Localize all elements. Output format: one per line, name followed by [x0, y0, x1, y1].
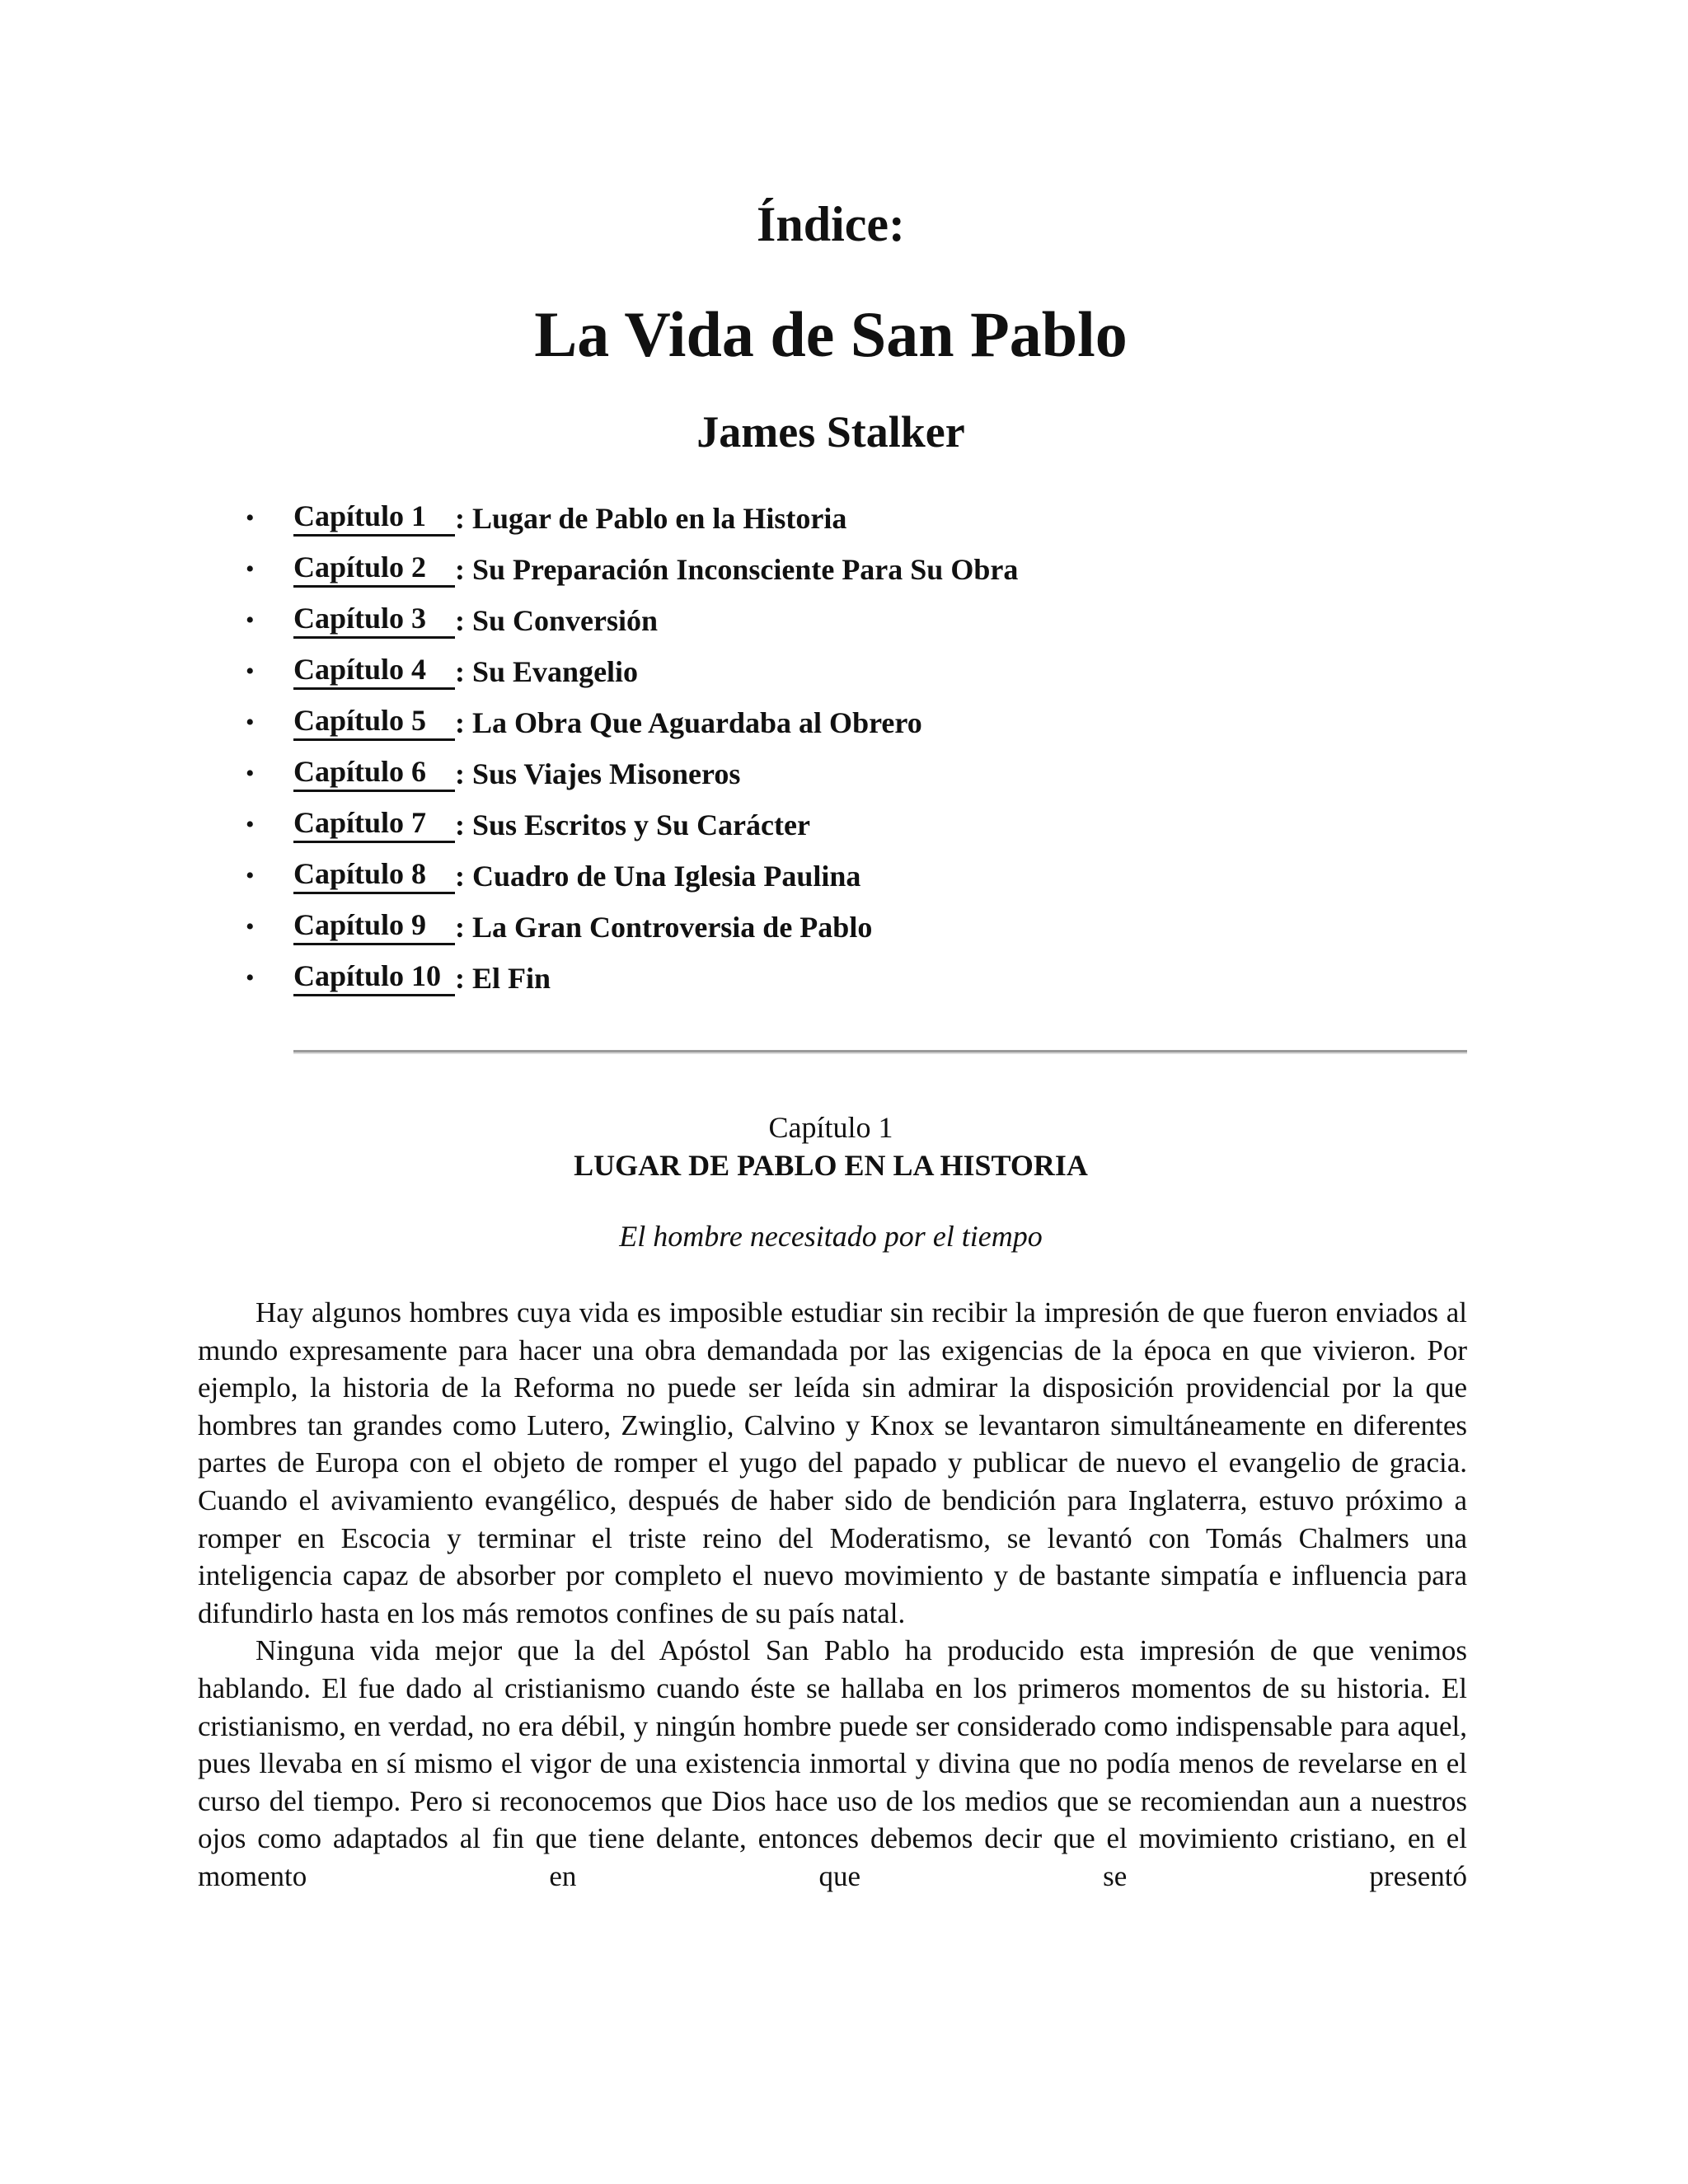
toc-link-chapter-8[interactable]: Capítulo 8: [293, 855, 455, 894]
body-paragraph: Hay algunos hombres cuya vida es imposible estudiar sin recibir la impresión de que fueron enviados al mundo expresamente para hacer una obra demandada por las exigencias de la época en que vivieron. Por ejemplo, la historia de la Reforma no puede ser leída sin admirar la disposición providencial por la que hombres tan grandes como Lutero, Zwinglio, Calvino y Knox se levantaron simultáneamente en diferentes partes de Europa con el objeto de romper el yugo del papado y publicar de nuevo el evangelio de gracia. Cuando el avivamiento evangélico, después de haber sido de bendición para Inglaterra, estuvo próximo a romper en Escocia y terminar el triste reino del Moderatismo, se levantó con Tomás Chalmers una inteligencia capaz de absorber por completo el nuevo movimiento y de bastante simpatía e influencia para difundirlo hasta en los más remotos confines de su país natal.: [198, 1296, 1467, 1629]
toc-item-title: : El Fin: [455, 962, 551, 995]
toc-item-title: : Su Preparación Inconsciente Para Su Obra: [455, 553, 1019, 586]
horizontal-divider: [293, 1050, 1467, 1054]
toc-link-chapter-4[interactable]: Capítulo 4: [293, 651, 455, 690]
bullet-icon: •: [246, 811, 255, 838]
toc-link-chapter-5[interactable]: Capítulo 5: [293, 702, 455, 741]
toc-item-title: : La Gran Controversia de Pablo: [455, 911, 873, 944]
toc-item-title: : Lugar de Pablo en la Historia: [455, 502, 847, 535]
toc-link-chapter-1[interactable]: Capítulo 1: [293, 498, 455, 537]
author-name: James Stalker: [696, 407, 965, 457]
toc-link-chapter-10[interactable]: Capítulo 10: [293, 958, 455, 996]
bullet-icon: •: [246, 709, 255, 736]
toc-link-chapter-9[interactable]: Capítulo 9: [293, 907, 455, 945]
bullet-icon: •: [246, 607, 255, 634]
book-title: La Vida de San Pablo: [534, 298, 1128, 370]
bullet-icon: •: [246, 658, 255, 685]
toc-item-title: : Sus Escritos y Su Carácter: [455, 808, 810, 841]
toc-link-chapter-3[interactable]: Capítulo 3: [293, 600, 455, 639]
bullet-icon: •: [246, 862, 255, 889]
toc-item-title: : La Obra Que Aguardaba al Obrero: [455, 706, 922, 739]
chapter-number: Capítulo 1: [768, 1111, 893, 1144]
toc-item-title: : Sus Viajes Misoneros: [455, 757, 741, 790]
toc-item-title: : Su Conversión: [455, 604, 659, 637]
body-paragraph: Ninguna vida mejor que la del Apóstol San Pablo ha producido esta impresión de que venimos hablando. El fue dado al cristianismo cuando éste se hallaba en los primeros momentos de su historia. El cristianismo, en verdad, no era débil, y ningún hombre puede ser considerado como indispensable para aquel, pues llevaba en sí mismo el vigor de una existencia inmortal y divina que no podía menos de revelarse en el curso del tiempo. Pero si reconocemos que Dios hace uso de los medios que se recomiendan aun a nuestros ojos como adaptados al fin que tiene delante, entonces debemos decir que el movimiento cristiano, en el momento en que se presentó: [198, 1634, 1467, 1892]
toc-link-chapter-7[interactable]: Capítulo 7: [293, 804, 455, 843]
chapter-body: [198, 1294, 1467, 1896]
toc-link-chapter-2[interactable]: Capítulo 2: [293, 549, 455, 588]
toc-item-title: : Su Evangelio: [455, 655, 639, 688]
index-heading: Índice:: [757, 197, 905, 251]
toc-link-chapter-6[interactable]: Capítulo 6: [293, 753, 455, 792]
chapter-subtitle: El hombre necesitado por el tiempo: [619, 1220, 1043, 1253]
chapter-title: LUGAR DE PABLO EN LA HISTORIA: [574, 1149, 1088, 1182]
bullet-icon: •: [246, 760, 255, 787]
bullet-icon: •: [246, 913, 255, 940]
toc-item-title: : Cuadro de Una Iglesia Paulina: [455, 860, 861, 893]
bullet-icon: •: [246, 555, 255, 583]
bullet-icon: •: [246, 964, 255, 991]
bullet-icon: •: [246, 504, 255, 532]
